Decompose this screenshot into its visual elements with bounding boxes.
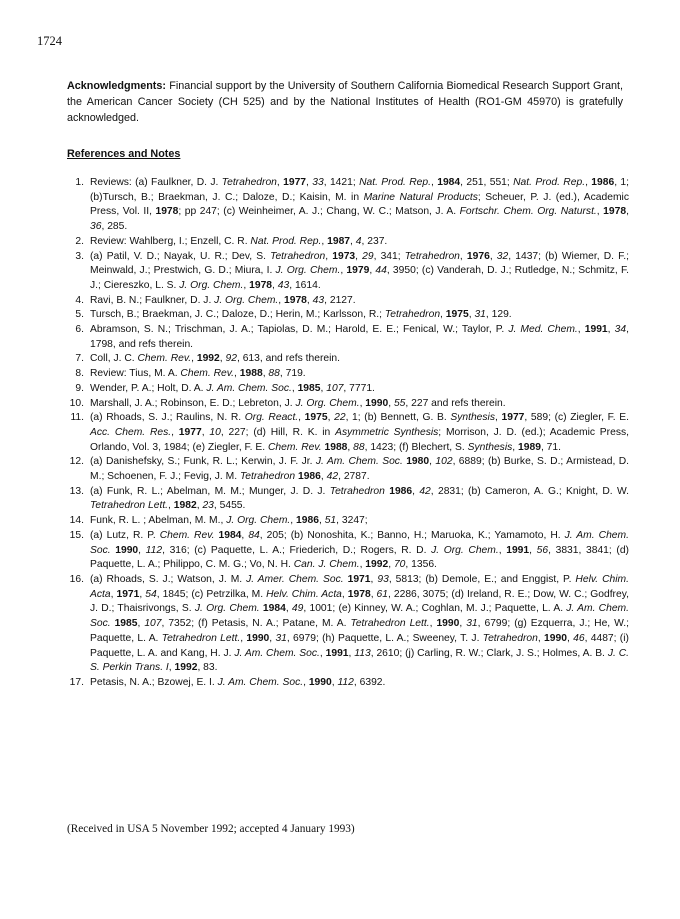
reference-item bbox=[67, 308, 629, 323]
reference-text: 1984 bbox=[262, 603, 286, 615]
reference-text: 1979 bbox=[346, 265, 370, 277]
reference-item bbox=[67, 294, 629, 309]
reference-text: 1986 bbox=[296, 515, 319, 527]
reference-number: 9. bbox=[75, 382, 84, 394]
reference-text: Synthesis bbox=[467, 441, 513, 453]
reference-text: 32 bbox=[496, 250, 509, 262]
reference-item bbox=[67, 367, 629, 382]
reference-text: , 83. bbox=[197, 662, 218, 674]
reference-item bbox=[67, 176, 629, 235]
reference-text: , bbox=[269, 632, 276, 644]
reference-text: , bbox=[276, 177, 284, 188]
reference-text: J. Org. Chem. bbox=[214, 294, 279, 306]
reference-text: , bbox=[566, 632, 574, 644]
reference-text: Tursch, B.; Braekman, J. C.; Daloze, D.; Herin, M.; Karlsson, R.; bbox=[90, 309, 385, 321]
reference-text: , bbox=[191, 353, 197, 365]
reference-text: , 2831; (b) Cameron, A. G.; Knight, D. W. bbox=[430, 485, 629, 497]
reference-text: 10 bbox=[209, 426, 221, 438]
reference-text: 88 bbox=[268, 368, 280, 380]
reference-text: , 5813; (b) Demole, E.; and Enggist, P. bbox=[388, 573, 576, 585]
reference-text: , bbox=[585, 177, 592, 188]
reference-number: 2. bbox=[75, 235, 84, 247]
acknowledgments-text: Financial support by the University of Southern California Biomedical Research Support Grant, the American Cancer Society (CH 525) and by the National Institutes of Health (RO1-GM 45970) is gratefully acknowledged. bbox=[67, 80, 623, 124]
reference-text: 1990 bbox=[246, 632, 270, 644]
reference-text: 1985 bbox=[297, 382, 321, 394]
reference-text: 1977 bbox=[178, 426, 202, 438]
reference-text: 1985 bbox=[114, 618, 138, 630]
reference-text: J. Am. Chem. Soc. bbox=[234, 647, 320, 659]
reference-text: , bbox=[171, 426, 179, 438]
reference-text: , 1614. bbox=[289, 279, 321, 291]
reference-text: , bbox=[262, 368, 269, 380]
reference-text: , 2787. bbox=[338, 471, 370, 483]
reference-number: 3. bbox=[75, 250, 84, 262]
reference-number: 4. bbox=[75, 294, 84, 306]
reference-text: , bbox=[139, 588, 146, 600]
reference-text: , bbox=[489, 250, 497, 262]
reference-text: , bbox=[303, 676, 309, 688]
reference-text: , bbox=[369, 265, 376, 277]
reference-text: Helv. Chim. Acta bbox=[266, 588, 342, 600]
reference-text: 92 bbox=[225, 353, 237, 365]
reference-text: , bbox=[318, 515, 325, 527]
reference-text: , bbox=[498, 544, 507, 556]
reference-text: , bbox=[327, 412, 335, 424]
reference-text: Asymmetric Synthesis bbox=[335, 426, 439, 438]
reference-text: , bbox=[321, 235, 328, 247]
reference-text: 42 bbox=[326, 471, 339, 483]
reference-text: Petasis, N. A.; Bzowej, E. I. bbox=[90, 676, 218, 688]
reference-text: Review: Tius, M. A. bbox=[90, 368, 181, 380]
reference-text: , bbox=[529, 544, 537, 556]
reference-text: , 1845; (c) Petrzilka, M. bbox=[156, 588, 267, 600]
reference-text: 43 bbox=[277, 279, 290, 291]
reference-text: 31 bbox=[474, 309, 486, 321]
reference-text: , bbox=[325, 250, 333, 262]
reference-text: , bbox=[350, 235, 356, 247]
reference-text: Tetrahedron Lett. bbox=[350, 618, 430, 630]
reference-text: J. Org. Chem. bbox=[179, 279, 244, 291]
reference-text: ; Scheuer, P. J. (ed.), Academic Press, Vol. II, bbox=[90, 191, 629, 218]
reference-text: 1971 bbox=[347, 573, 371, 585]
reference-text: 42 bbox=[419, 485, 431, 497]
reference-text: , bbox=[168, 662, 175, 674]
reference-text: , 3247; bbox=[336, 515, 368, 527]
acknowledgments-heading: Acknowledgments: bbox=[67, 80, 166, 92]
received-date: (Received in USA 5 November 1992; accepted 4 January 1993) bbox=[67, 823, 355, 835]
reference-text: Tetrahedron Lett. bbox=[161, 632, 241, 644]
reference-item bbox=[67, 573, 629, 676]
reference-text: 1982 bbox=[173, 500, 197, 512]
reference-number: 5. bbox=[75, 309, 84, 321]
reference-text: ; Morrison, J. D. (ed.); Academic Press, Orlando, Vol. 3, 1984; (e) Ziegler, F. E. bbox=[90, 426, 629, 453]
reference-text: Acc. Chem. Res. bbox=[90, 426, 172, 438]
reference-text: 1992 bbox=[196, 353, 220, 365]
reference-text: (a) Danishefsky, S.; Funk, R. L.; Kerwin, J. F. Jr. bbox=[90, 456, 316, 468]
reference-text: , 6392. bbox=[353, 676, 386, 688]
reference-text: , 2610; (j) Carling, R. W.; Clark, J. S.; Holmes, A. B. bbox=[370, 647, 608, 659]
reference-text: 51 bbox=[324, 515, 337, 527]
reference-text: 1977 bbox=[283, 177, 307, 188]
reference-text: 112 bbox=[337, 676, 354, 688]
reference-text: , bbox=[243, 279, 250, 291]
reference-text: 1977 bbox=[501, 412, 525, 424]
reference-text: 1984 bbox=[437, 177, 461, 188]
reference-text: Abramson, S. N.; Trischman, J. A.; Tapiolas, D. M.; Harold, E. E.; Fenical, W.; Taylor, P. bbox=[90, 324, 509, 336]
reference-text: , bbox=[290, 515, 297, 527]
reference-text: Org. React. bbox=[244, 412, 299, 424]
reference-text: Tetrahedron bbox=[221, 177, 277, 188]
reference-text: , 129. bbox=[485, 309, 512, 321]
reference-number: 14. bbox=[69, 515, 84, 527]
reference-text: , bbox=[596, 206, 604, 218]
reference-text: , bbox=[537, 632, 545, 644]
reference-text: 1990 bbox=[308, 676, 332, 688]
reference-text: Tetrahedron bbox=[384, 309, 441, 321]
reference-text: , bbox=[278, 294, 284, 306]
reference-text: J. Org. Chem. bbox=[226, 515, 291, 527]
reference-text: Tetrahedron bbox=[404, 250, 460, 262]
reference-text: 1992 bbox=[174, 662, 198, 674]
reference-text: Review: Wahlberg, I.; Enzell, C. R. bbox=[90, 235, 251, 247]
reference-text: 1991 bbox=[325, 647, 349, 659]
reference-text: , 1; (b) Bennett, G. B. bbox=[345, 412, 451, 424]
reference-text: , bbox=[137, 618, 145, 630]
reference-text: 1987 bbox=[327, 235, 351, 247]
reference-text: J. Amer. Chem. Soc. bbox=[246, 573, 344, 585]
reference-text: (a) Lutz, R. P. bbox=[90, 529, 160, 541]
reference-text: 1976 bbox=[466, 250, 490, 262]
reference-text: , bbox=[440, 309, 446, 321]
reference-text: Nat. Prod. Rep. bbox=[359, 177, 431, 188]
reference-text: , bbox=[196, 500, 203, 512]
reference-text: Tetrahedron bbox=[239, 471, 296, 483]
reference-text: 43 bbox=[312, 294, 325, 306]
reference-text: , 1798, and refs therein. bbox=[90, 324, 629, 350]
reference-text: Reviews: (a) Faulkner, D. J. bbox=[90, 177, 222, 188]
reference-text: , 71. bbox=[540, 441, 561, 453]
reference-text: J. Org. Chem. bbox=[194, 603, 260, 615]
reference-text: , 613, and refs therein. bbox=[236, 353, 341, 365]
reference-number: 10. bbox=[69, 397, 84, 409]
reference-text: Coll, J. C. bbox=[90, 353, 138, 365]
reference-item bbox=[67, 529, 629, 573]
reference-text: 61 bbox=[376, 588, 389, 600]
reference-text: (a) Patil, V. D.; Nayak, U. R.; Dev, S. bbox=[90, 250, 271, 262]
reference-text: , bbox=[495, 412, 502, 424]
reference-text: J. Am. Chem. Soc. bbox=[315, 456, 403, 468]
reference-text: , 237. bbox=[361, 235, 388, 247]
reference-text: , bbox=[240, 632, 247, 644]
reference-text: 56 bbox=[536, 544, 549, 556]
reference-text: 107 bbox=[144, 618, 162, 630]
reference-number: 8. bbox=[75, 368, 84, 380]
reference-text: , 316; (c) Paquette, L. A.; Friederich, D.; Rogers, R. D. bbox=[162, 544, 432, 556]
reference-text: 1986 bbox=[389, 485, 413, 497]
reference-text: J. Org. Chem. bbox=[275, 265, 341, 277]
page-number: 1724 bbox=[37, 34, 62, 48]
reference-text: , bbox=[388, 559, 394, 571]
reference-text: 49 bbox=[291, 603, 304, 615]
reference-text: Fortschr. Chem. Org. Naturst. bbox=[459, 206, 597, 218]
reference-text: 22 bbox=[334, 412, 346, 424]
reference-text: Chem. Rev. bbox=[180, 368, 235, 380]
reference-text: 33 bbox=[312, 177, 324, 188]
reference-text: 1990 bbox=[436, 618, 460, 630]
reference-text: , bbox=[468, 309, 475, 321]
reference-text: , bbox=[138, 544, 146, 556]
reference-number: 16. bbox=[69, 573, 84, 585]
reference-text: , 4487; (i) Paquette, L. A. and Kang, H. J. bbox=[90, 632, 629, 659]
reference-text: , 341; bbox=[373, 250, 405, 262]
reference-text: , bbox=[319, 647, 326, 659]
reference-text: Tetrahedron bbox=[482, 632, 538, 644]
reference-item bbox=[67, 397, 629, 412]
reference-text: , bbox=[607, 324, 615, 336]
reference-item bbox=[67, 485, 629, 514]
reference-text: , bbox=[219, 353, 226, 365]
reference-text: , 1356. bbox=[405, 559, 437, 571]
reference-text: , 227; (d) Hill, R. K. in bbox=[220, 426, 336, 438]
reference-number: 17. bbox=[69, 676, 84, 688]
reference-item bbox=[67, 250, 629, 294]
reference-text: 1984 bbox=[218, 529, 242, 541]
reference-text: 44 bbox=[375, 265, 387, 277]
reference-text: , 2286, 3075; (d) Ireland, R. E.; Dow, W. C.; Godfrey, J. D.; Thaisrivongs, S. bbox=[90, 588, 629, 615]
reference-text: 1978 bbox=[347, 588, 371, 600]
reference-text: , 1423; (f) Blechert, S. bbox=[364, 441, 468, 453]
reference-text: 1978 bbox=[603, 206, 627, 218]
reference-text: , 1001; (e) Kinney, W. A.; Coghlan, M. J.; Paquette, L. A. bbox=[303, 603, 567, 615]
reference-text: 29 bbox=[362, 250, 374, 262]
reference-text: J. Med. Chem. bbox=[508, 324, 578, 336]
reference-text: 1978 bbox=[155, 206, 179, 218]
reference-text: 54 bbox=[145, 588, 157, 600]
reference-text: (a) Rhoads, S. J.; Watson, J. M. bbox=[90, 573, 247, 585]
reference-text: , 7352; (f) Petasis, N. A.; Patane, M. A. bbox=[161, 618, 351, 630]
reference-text: , bbox=[320, 471, 327, 483]
reference-number: 11. bbox=[70, 412, 84, 424]
reference-text: , 285. bbox=[101, 221, 128, 233]
reference-text: (a) Funk, R. L.; Abelman, M. M.; Munger, J. D. J. bbox=[90, 485, 330, 497]
reference-item bbox=[67, 323, 629, 352]
reference-text: 1988 bbox=[324, 441, 348, 453]
reference-text: , 7771. bbox=[343, 382, 375, 394]
reference-text: Helv. Chim. Acta bbox=[90, 573, 629, 600]
reference-text: , bbox=[370, 588, 377, 600]
reference-text: , bbox=[168, 500, 174, 512]
reference-text: 1990 bbox=[115, 544, 139, 556]
reference-number: 7. bbox=[75, 353, 84, 365]
acknowledgments bbox=[67, 78, 623, 126]
reference-number: 15. bbox=[69, 529, 84, 541]
reference-text: 1991 bbox=[506, 544, 530, 556]
reference-text: , bbox=[359, 397, 366, 409]
reference-text: Nat. Prod. Rep. bbox=[513, 177, 586, 188]
reference-text: Wender, P. A.; Holt, D. A. bbox=[90, 382, 207, 394]
reference-text: 1978 bbox=[284, 294, 307, 306]
reference-text: Chem. Rev. bbox=[268, 441, 322, 453]
reference-text: , 227 and refs therein. bbox=[405, 397, 506, 409]
reference-number: 1. bbox=[75, 177, 84, 188]
reference-text: 55 bbox=[393, 397, 406, 409]
reference-text: , bbox=[272, 279, 278, 291]
reference-text: , 251, 551; bbox=[460, 177, 514, 188]
reference-text: , bbox=[431, 177, 438, 188]
reference-text: 23 bbox=[202, 500, 214, 512]
reference-text: 1990 bbox=[365, 397, 389, 409]
reference-text: , bbox=[429, 618, 437, 630]
reference-text: 112 bbox=[145, 544, 163, 556]
reference-text: , 2127. bbox=[324, 294, 356, 306]
reference-text: , bbox=[512, 441, 519, 453]
reference-text: , bbox=[347, 441, 354, 453]
reference-text: , bbox=[291, 382, 298, 394]
reference-text: , bbox=[234, 368, 240, 380]
reference-text: , 6889; (b) Burke, S. D.; Armistead, D. M.; Schoenen, F. J.; Fevig, J. M. bbox=[90, 456, 629, 483]
reference-text: 1978 bbox=[249, 279, 273, 291]
reference-text: Ravi, B. N.; Faulkner, D. J. bbox=[90, 294, 215, 306]
reference-text: Can. J. Chem. bbox=[293, 559, 360, 571]
reference-text: 31 bbox=[275, 632, 287, 644]
reference-text: , bbox=[577, 324, 585, 336]
reference-text: , 6799; (g) Ezquerra, J.; He, W.; Paquette, L. A. bbox=[90, 618, 629, 644]
reference-number: 6. bbox=[75, 324, 84, 336]
reference-text: 4 bbox=[355, 235, 362, 247]
reference-text: 1990 bbox=[544, 632, 567, 644]
reference-text: Tetrahedron bbox=[329, 485, 385, 497]
reference-text: , bbox=[340, 265, 347, 277]
reference-text: 36 bbox=[90, 221, 102, 233]
reference-text: , bbox=[306, 294, 313, 306]
reference-text: , bbox=[285, 603, 292, 615]
reference-text: 34 bbox=[614, 324, 627, 336]
references-heading: References and Notes bbox=[67, 148, 181, 160]
reference-text: 84 bbox=[248, 529, 260, 541]
reference-text: Chem. Rev. bbox=[137, 353, 192, 365]
reference-text: J. Org. Chem. bbox=[431, 544, 499, 556]
reference-item bbox=[67, 235, 629, 250]
reference-number: 13. bbox=[69, 485, 84, 497]
reference-text: , bbox=[306, 177, 313, 188]
reference-text: J. Am. Chem. Soc. bbox=[217, 676, 304, 688]
reference-item bbox=[67, 455, 629, 484]
reference-item bbox=[67, 382, 629, 397]
reference-text: J. C. S. Perkin Trans. I bbox=[90, 647, 629, 674]
reference-text: , bbox=[201, 426, 210, 438]
reference-text: , 1437; (b) Wiemer, D. F.; Meinwald, J.; Prestwich, G. D.; Miura, I. bbox=[90, 250, 629, 277]
reference-item bbox=[67, 676, 629, 691]
reference-text: , bbox=[355, 250, 363, 262]
reference-text: J. Am. Chem. Soc. bbox=[90, 529, 629, 556]
reference-text: 93 bbox=[377, 573, 389, 585]
reference-text: 1975 bbox=[445, 309, 469, 321]
reference-text: , bbox=[241, 529, 249, 541]
reference-text: , bbox=[341, 588, 348, 600]
reference-text: Marine Natural Products bbox=[363, 191, 478, 203]
reference-number: 12. bbox=[69, 456, 84, 468]
reference-text: J. Am. Chem. Soc. bbox=[206, 382, 292, 394]
reference-text: ; pp 247; (c) Weinheimer, A. J.; Chang, W. C.; Matson, J. A. bbox=[178, 206, 460, 218]
reference-text: 1988 bbox=[239, 368, 263, 380]
reference-text: 1973 bbox=[332, 250, 356, 262]
reference-text: Funk, R. L. ; Abelman, M. M., bbox=[90, 515, 227, 527]
reference-text: 46 bbox=[573, 632, 585, 644]
reference-text: 1989 bbox=[518, 441, 541, 453]
reference-text: , 5455. bbox=[213, 500, 246, 512]
reference-text: Chem. Rev. bbox=[159, 529, 215, 541]
reference-text: , 205; (b) Nonoshita, K.; Banno, H.; Maruoka, K.; Yamamoto, H. bbox=[259, 529, 565, 541]
reference-text: , bbox=[359, 559, 366, 571]
reference-text: (a) Rhoads, S. J.; Raulins, N. R. bbox=[90, 412, 245, 424]
reference-text: 107 bbox=[326, 382, 344, 394]
reference-text: , bbox=[429, 456, 436, 468]
reference-item bbox=[67, 514, 629, 529]
reference-text: , 1; (b)Tursch, B.; Braekman, J. C.; Daloze, D.; Kaisin, M. in bbox=[90, 177, 629, 203]
reference-text: , 3831, 3841; (d) Paquette, L. A.; Philippo, C. M. G.; Vo, N. H. bbox=[90, 544, 629, 571]
reference-text: , bbox=[298, 412, 305, 424]
reference-text: , bbox=[459, 618, 467, 630]
reference-text: , bbox=[388, 397, 394, 409]
reference-text: 88 bbox=[353, 441, 365, 453]
reference-text: 1986 bbox=[297, 471, 321, 483]
reference-item bbox=[67, 352, 629, 367]
reference-text: Synthesis bbox=[450, 412, 495, 424]
reference-text: Tetrahedron Lett. bbox=[90, 500, 169, 512]
reference-item bbox=[67, 411, 629, 455]
reference-text: , 6979; (h) Paquette, L. A.; Sweeney, T. J. bbox=[286, 632, 483, 644]
reference-text: , 719. bbox=[279, 368, 306, 380]
references-list bbox=[67, 176, 629, 691]
reference-text: , bbox=[459, 250, 467, 262]
reference-text: 70 bbox=[393, 559, 406, 571]
reference-text: , bbox=[110, 588, 117, 600]
reference-text: , bbox=[626, 206, 629, 218]
reference-text: J. Am. Chem. Soc. bbox=[90, 603, 629, 630]
reference-text: , 589; (c) Ziegler, F. E. bbox=[524, 412, 629, 424]
reference-text: 1971 bbox=[116, 588, 140, 600]
reference-text: 1980 bbox=[406, 456, 430, 468]
reference-text: , 3950; (c) Vanderah, D. J.; Rutledge, N.; Schmitz, F. J.; Ciereszko, L. S. bbox=[90, 265, 629, 291]
reference-text: Nat. Prod. Rep. bbox=[250, 235, 322, 247]
reference-text: , bbox=[320, 382, 327, 394]
reference-text: , bbox=[412, 485, 420, 497]
reference-text: 31 bbox=[466, 618, 478, 630]
reference-text: , bbox=[331, 676, 338, 688]
reference-text: J. Org. Chem. bbox=[295, 397, 360, 409]
reference-text: 1986 bbox=[591, 177, 615, 188]
reference-text: 1992 bbox=[365, 559, 389, 571]
reference-text: Marshall, J. A.; Robinson, E. D.; Lebreton, J. bbox=[90, 397, 296, 409]
reference-text: 1975 bbox=[304, 412, 328, 424]
reference-text: , bbox=[348, 647, 355, 659]
reference-text: Tetrahedron bbox=[270, 250, 326, 262]
reference-text: 113 bbox=[354, 647, 371, 659]
reference-text: 1991 bbox=[584, 324, 608, 336]
reference-text: , 1421; bbox=[323, 177, 360, 188]
reference-text: , bbox=[370, 573, 378, 585]
reference-text: 102 bbox=[435, 456, 453, 468]
